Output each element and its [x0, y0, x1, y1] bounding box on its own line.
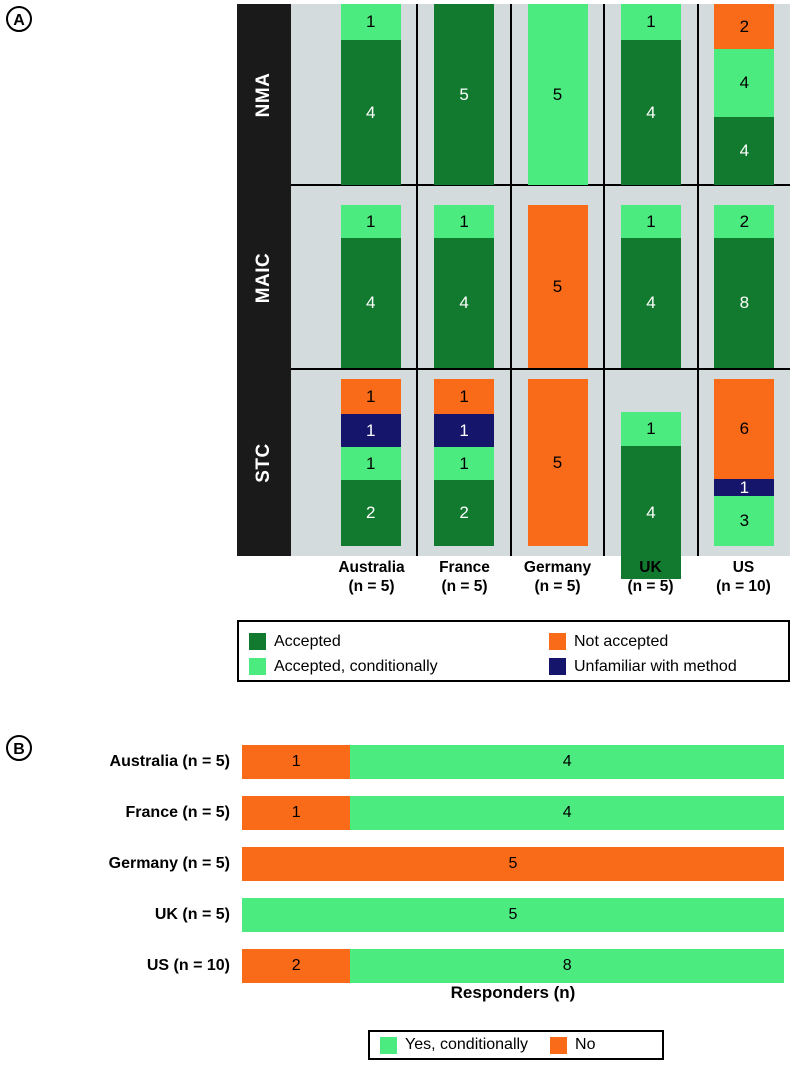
- stack-nma-uk: [621, 4, 681, 185]
- panel-a-legend: [237, 620, 790, 682]
- stack-stc-us: [714, 370, 774, 546]
- x-label-australia: [325, 558, 418, 596]
- legend-swatch-yes-conditionally: [380, 1037, 397, 1054]
- segment-accepted: 2: [341, 480, 401, 546]
- legend-swatch-not-accepted: [549, 633, 566, 650]
- segment-accepted: 2: [434, 480, 494, 546]
- column-stc-australia: [325, 370, 418, 556]
- segment-not-accepted: 1: [341, 379, 401, 414]
- column-stc-france: [418, 370, 511, 556]
- legend-item-no: [550, 1036, 595, 1054]
- legend-label-unfamiliar-with-method: Unfamiliar with method: [574, 657, 737, 675]
- segment-accepted: 4: [714, 117, 774, 185]
- x-label-france-n: (n = 5): [441, 578, 488, 595]
- x-label-us-n: (n = 10): [716, 578, 771, 595]
- panel-b-tag: B: [6, 735, 32, 761]
- bar-france: [242, 796, 784, 830]
- x-label-germany-n: (n = 5): [534, 578, 581, 595]
- legend-item-not-accepted: [549, 633, 668, 651]
- x-label-uk: [604, 558, 697, 596]
- x-label-uk-n: (n = 5): [627, 578, 674, 595]
- segment-no: 5: [242, 847, 784, 881]
- legend-item-accepted-conditionally: [249, 658, 549, 676]
- facet-row-maic: [291, 186, 790, 370]
- x-label-australia-name: Australia: [338, 559, 405, 576]
- bar-label-germany: Germany (n = 5): [108, 855, 230, 872]
- stack-nma-us: [714, 4, 774, 185]
- legend-label-yes-conditionally: Yes, conditionally: [405, 1036, 529, 1053]
- legend-swatch-unfamiliar-with-method: [549, 658, 566, 675]
- segment-accepted-conditionally: 3: [714, 496, 774, 546]
- bar-row-france: [0, 796, 792, 830]
- segment-not-accepted: 2: [714, 4, 774, 49]
- method-strip-maic: [237, 186, 291, 372]
- stack-nma-germany: [528, 4, 588, 185]
- x-label-germany: [511, 558, 604, 596]
- legend-item-unfamiliar-with-method: [549, 658, 737, 676]
- bar-australia: [242, 745, 784, 779]
- stack-nma-france: [434, 4, 494, 185]
- x-label-us-name: US: [732, 559, 755, 576]
- segment-yes-conditionally: 4: [350, 745, 784, 779]
- stack-stc-germany: [528, 370, 588, 546]
- bar-us: [242, 949, 784, 983]
- stack-maic-france: [434, 186, 494, 368]
- segment-unfamiliar-with-method: 1: [434, 414, 494, 447]
- stack-maic-uk: [621, 186, 681, 368]
- segment-accepted-conditionally: 1: [621, 4, 681, 40]
- column-nma-france: [418, 4, 511, 184]
- segment-no: 1: [242, 745, 350, 779]
- segment-yes-conditionally: 4: [350, 796, 784, 830]
- stack-maic-australia: [341, 186, 401, 368]
- segment-accepted-conditionally: 1: [341, 447, 401, 480]
- column-nma-australia: [325, 4, 418, 184]
- segment-accepted: 8: [714, 238, 774, 368]
- bar-uk: [242, 898, 784, 932]
- panel-b-legend: [368, 1030, 664, 1060]
- legend-item-yes-conditionally: [380, 1036, 528, 1054]
- column-maic-germany: [512, 186, 605, 368]
- column-stc-us: [699, 370, 790, 556]
- segment-accepted-conditionally: 1: [621, 205, 681, 238]
- column-stc-germany: [512, 370, 605, 556]
- segment-accepted: 4: [621, 446, 681, 579]
- segment-accepted: 4: [341, 238, 401, 368]
- x-label-germany-name: Germany: [523, 559, 592, 576]
- segment-accepted-conditionally: 1: [434, 447, 494, 480]
- segment-accepted-conditionally: 1: [341, 205, 401, 238]
- segment-accepted: 4: [341, 40, 401, 185]
- column-maic-australia: [325, 186, 418, 368]
- method-strip-nma: [237, 4, 291, 188]
- panel-a-chart: [237, 4, 790, 556]
- segment-accepted: 4: [621, 40, 681, 185]
- bar-label-france: France (n = 5): [125, 804, 230, 821]
- x-label-us: [697, 558, 790, 596]
- segment-accepted: 4: [621, 238, 681, 368]
- column-nma-us: [699, 4, 790, 184]
- legend-row-2: [249, 654, 778, 679]
- legend-label-not-accepted: Not accepted: [574, 632, 669, 650]
- column-nma-germany: [512, 4, 605, 184]
- stack-maic-germany: [528, 186, 588, 368]
- segment-accepted-conditionally: 5: [528, 4, 588, 185]
- segment-accepted: 4: [434, 238, 494, 368]
- column-maic-france: [418, 186, 511, 368]
- method-label-maic: MAIC: [253, 252, 274, 304]
- column-maic-uk: [605, 186, 698, 368]
- bar-row-australia: [0, 745, 792, 779]
- segment-accepted-conditionally: 1: [341, 4, 401, 40]
- stack-stc-uk: [621, 370, 681, 579]
- segment-no: 2: [242, 949, 350, 983]
- segment-yes-conditionally: 5: [242, 898, 784, 932]
- column-nma-uk: [605, 4, 698, 184]
- segment-accepted-conditionally: 2: [714, 205, 774, 238]
- facet-row-stc: [291, 370, 790, 556]
- method-label-stc: STC: [253, 443, 274, 483]
- legend-label-accepted: Accepted: [274, 632, 341, 650]
- legend-item-accepted: [249, 633, 549, 651]
- segment-no: 1: [242, 796, 350, 830]
- segment-not-accepted: 1: [434, 379, 494, 414]
- segment-not-accepted: 6: [714, 379, 774, 479]
- x-label-france: [418, 558, 511, 596]
- stack-nma-australia: [341, 4, 401, 185]
- legend-swatch-accepted: [249, 633, 266, 650]
- panel-a-tag: A: [6, 6, 32, 32]
- legend-swatch-accepted-conditionally: [249, 658, 266, 675]
- segment-unfamiliar-with-method: 1: [714, 479, 774, 496]
- legend-swatch-no: [550, 1037, 567, 1054]
- column-maic-us: [699, 186, 790, 368]
- segment-not-accepted: 5: [528, 205, 588, 368]
- stack-stc-australia: [341, 370, 401, 546]
- segment-accepted-conditionally: 4: [714, 49, 774, 117]
- panel-a-x-axis: [237, 558, 790, 606]
- method-label-nma: NMA: [253, 72, 274, 118]
- panel-b-chart: [0, 735, 792, 1035]
- stack-maic-us: [714, 186, 774, 368]
- segment-accepted: 5: [434, 4, 494, 185]
- bar-label-australia: Australia (n = 5): [109, 753, 230, 770]
- segment-accepted-conditionally: 1: [621, 412, 681, 446]
- bar-label-uk: UK (n = 5): [154, 906, 230, 923]
- column-stc-uk: [605, 370, 698, 556]
- facet-row-nma: [291, 4, 790, 186]
- segment-unfamiliar-with-method: 1: [341, 414, 401, 447]
- method-strip-stc: [237, 370, 291, 556]
- segment-not-accepted: 5: [528, 379, 588, 546]
- stack-stc-france: [434, 370, 494, 546]
- legend-row-1: [249, 629, 778, 654]
- segment-yes-conditionally: 8: [350, 949, 784, 983]
- x-label-uk-name: UK: [639, 559, 662, 576]
- legend-label-no: No: [575, 1036, 596, 1053]
- bar-row-uk: [0, 898, 792, 932]
- panel-b-axis-title: Responders (n): [450, 983, 576, 1002]
- legend-label-accepted-conditionally: Accepted, conditionally: [274, 657, 438, 675]
- bar-germany: [242, 847, 784, 881]
- bar-label-us: US (n = 10): [146, 957, 230, 974]
- x-label-australia-n: (n = 5): [348, 578, 395, 595]
- segment-accepted-conditionally: 1: [434, 205, 494, 238]
- bar-row-germany: [0, 847, 792, 881]
- x-label-france-name: France: [439, 559, 490, 576]
- bar-row-us: [0, 949, 792, 983]
